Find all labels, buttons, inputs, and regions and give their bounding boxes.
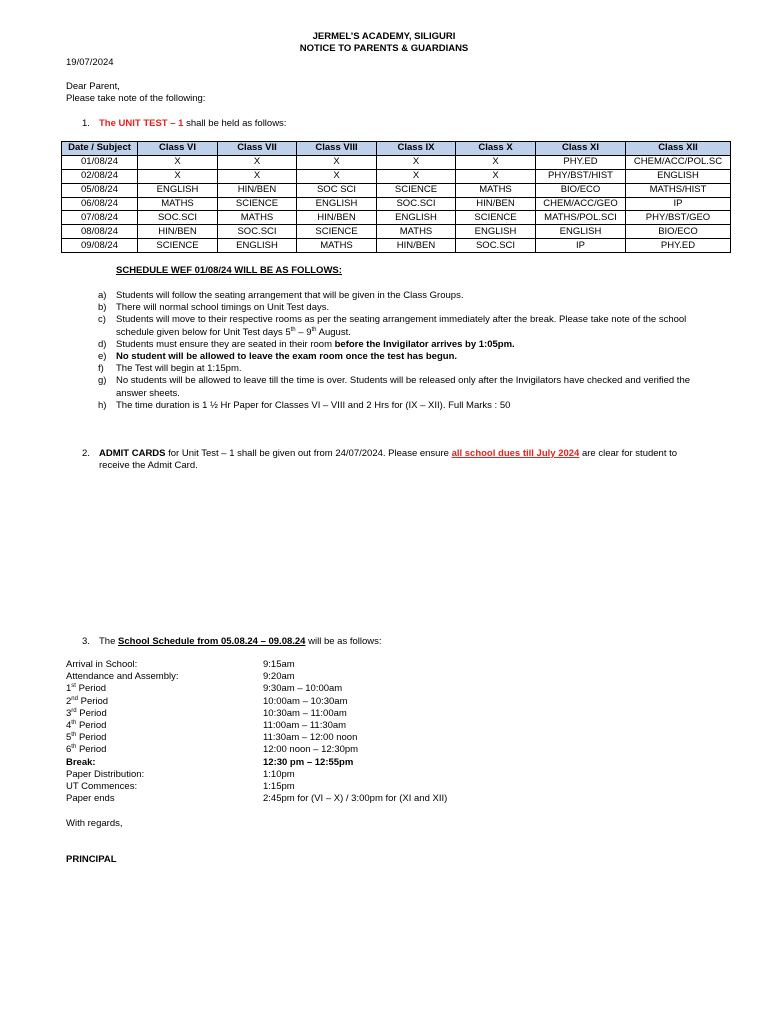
table-cell: IP [626,197,731,211]
table-row [62,211,731,225]
table-cell: X [138,169,218,183]
table-cell: SOC.SCI [138,211,218,225]
table-cell: SCIENCE [218,197,297,211]
table-cell: X [377,169,456,183]
header-date-subject: Date / Subject [62,142,138,156]
schedule-label: 3rd Period [66,707,107,719]
table-date-cell: 05/08/24 [62,183,138,197]
table-cell: ENGLISH [138,183,218,197]
unit-test-timetable [61,141,731,253]
schedule-label: 2nd Period [66,695,109,707]
table-cell: SCIENCE [377,183,456,197]
schedule-time: 1:15pm [263,780,295,792]
schedule-heading: SCHEDULE WEF 01/08/24 WILL BE AS FOLLOWS: [116,265,342,276]
table-cell: BIO/ECO [536,183,626,197]
item-1-rest: shall be held as follows: [183,118,287,129]
table-cell: MATHS [377,225,456,239]
table-header-row [62,142,731,156]
schedule-time: 12:00 noon – 12:30pm [263,744,359,756]
table-cell: X [297,169,377,183]
unit-test-label: The UNIT TEST – 1 [99,118,184,129]
rule-c: c) Students will move to their respective rooms as per the seating arrangement immediately after the break. Please take note of the school schedule given below for Unit Test days 5th – 9th August. [98,314,687,338]
table-cell: MATHS [456,183,536,197]
header-class-ix: Class IX [377,142,456,156]
schedule-label: 6th Period [66,744,107,756]
header-class-xii: Class XII [626,142,731,156]
notice-date: 19/07/2024 [66,57,114,68]
item-2-text: ADMIT CARDS for Unit Test – 1 shall be given out from 24/07/2024. Please ensure all school dues till July 2024 are clear for student to receive the Admit Card. [99,448,678,472]
table-cell: MATHS [218,211,297,225]
rule-d: d) Students must ensure they are seated in their room before the Invigilator arrives by 1:05pm. [98,338,515,350]
item-3-number: 3. [82,636,90,647]
table-cell: X [218,169,297,183]
table-cell: MATHS/HIST [626,183,731,197]
table-cell: SCIENCE [297,225,377,239]
rule-h: h) The time duration is 1 ½ Hr Paper for Classes VI – VIII and 2 Hrs for (IX – XII). Full Marks : 50 [98,399,511,411]
schedule-time: 2:45pm for (VI – X) / 3:00pm for (XI and XII) [263,793,448,805]
header-class-x: Class X [456,142,536,156]
table-cell: SOC.SCI [218,225,297,239]
schedule-label: 5th Period [66,731,107,744]
table-date-cell: 06/08/24 [62,197,138,211]
table-row [62,239,731,253]
table-cell: SCIENCE [456,211,536,225]
notice-title: NOTICE TO PARENTS & GUARDIANS [299,43,469,54]
table-cell: CHEM/ACC/GEO [536,197,626,211]
table-row [62,183,731,197]
school-schedule-label: School Schedule from 05.08.24 – 09.08.24 [118,636,306,647]
table-cell: X [138,155,218,169]
rules-list [98,290,723,412]
table-cell: X [377,155,456,169]
schedule-label: 4th Period [66,719,107,731]
table-cell: SOC SCI [297,183,377,197]
salutation: Dear Parent, [66,81,120,92]
admit-cards-label: ADMIT CARDS [99,448,166,459]
table-cell: HIN/BEN [456,197,536,211]
table-date-cell: 02/08/24 [62,169,138,183]
table-cell: SOC.SCI [377,197,456,211]
table-cell: BIO/ECO [626,225,731,239]
intro-text: Please take note of the following: [66,93,206,104]
schedule-label: Attendance and Assembly: [66,671,179,683]
schedule-label: 1st Period [66,683,107,695]
table-cell: SCIENCE [138,239,218,253]
table-cell: HIN/BEN [377,239,456,253]
table-cell: PHY.ED [536,155,626,169]
table-row [62,197,731,211]
schedule-label: Break: [66,756,96,768]
table-cell: MATHS/POL.SCI [536,211,626,225]
rule-a: a) Students will follow the seating arrangement that will be given in the Class Groups. [98,290,464,301]
header-class-vi: Class VI [138,142,218,156]
schedule-label: UT Commences: [66,780,138,792]
table-date-cell: 01/08/24 [62,155,138,169]
table-cell: X [218,155,297,169]
table-date-cell: 07/08/24 [62,211,138,225]
table-date-cell: 09/08/24 [62,239,138,253]
signature: PRINCIPAL [66,854,117,865]
item-2-number: 2. [82,448,90,459]
item-1-number: 1. [82,118,90,129]
schedule-time: 11:30am – 12:00 noon [263,732,358,744]
school-name: JERMEL’S ACADEMY, SILIGURI [312,31,456,42]
rule-b: b) There will normal school timings on Unit Test days. [98,302,330,314]
schedule-time: 11:00am – 11:30am [263,719,347,731]
schedule-label: Paper ends [66,793,115,805]
rule-e: e) No student will be allowed to leave the exam room once the test has begun. [98,351,458,363]
header-class-viii: Class VIII [297,142,377,156]
table-cell: ENGLISH [297,197,377,211]
schedule-time: 10:00am – 10:30am [263,695,348,707]
closing: With regards, [66,818,123,829]
table-row [62,169,731,183]
rule-g: g) No students will be allowed to leave till the time is over. Students will be released only after the Invigilators have checked and verified the answer sheets. [98,375,691,399]
table-cell: ENGLISH [626,169,731,183]
table-cell: MATHS [138,197,218,211]
table-cell: ENGLISH [536,225,626,239]
header-class-vii: Class VII [218,142,297,156]
table-row [62,155,731,169]
schedule-time: 9:30am – 10:00am [263,683,343,695]
rule-f: f) The Test will begin at 1:15pm. [98,363,242,375]
table-row [62,225,731,239]
table-cell: ENGLISH [456,225,536,239]
table-cell: CHEM/ACC/POL.SC [626,155,731,169]
schedule-time: 1:10pm [263,768,295,780]
table-cell: SOC.SCI [456,239,536,253]
table-cell: PHY/BST/GEO [626,211,731,225]
table-cell: PHY/BST/HIST [536,169,626,183]
table-cell: HIN/BEN [297,211,377,225]
dues-highlight: all school dues till July 2024 [451,448,580,459]
item-3-text: The School Schedule from 05.08.24 – 09.08.24 will be as follows: [99,636,382,647]
table-cell: MATHS [297,239,377,253]
schedule-time: 10:30am – 11:00am [263,707,347,719]
schedule-time: 9:20am [263,671,295,683]
timetable-body [62,155,731,252]
table-cell: X [297,155,377,169]
table-cell: ENGLISH [218,239,297,253]
table-cell: PHY.ED [626,239,731,253]
schedule-time: 9:15am [263,659,295,670]
header-class-xi: Class XI [536,142,626,156]
table-cell: HIN/BEN [138,225,218,239]
item-1-text [99,118,286,129]
schedule-label: Arrival in School: [66,659,138,670]
schedule-label: Paper Distribution: [66,768,145,780]
table-cell: HIN/BEN [218,183,297,197]
table-cell: IP [536,239,626,253]
table-cell: X [456,155,536,169]
table-date-cell: 08/08/24 [62,225,138,239]
schedule-time: 12:30 pm – 12:55pm [263,756,354,768]
table-cell: ENGLISH [377,211,456,225]
table-cell: X [456,169,536,183]
